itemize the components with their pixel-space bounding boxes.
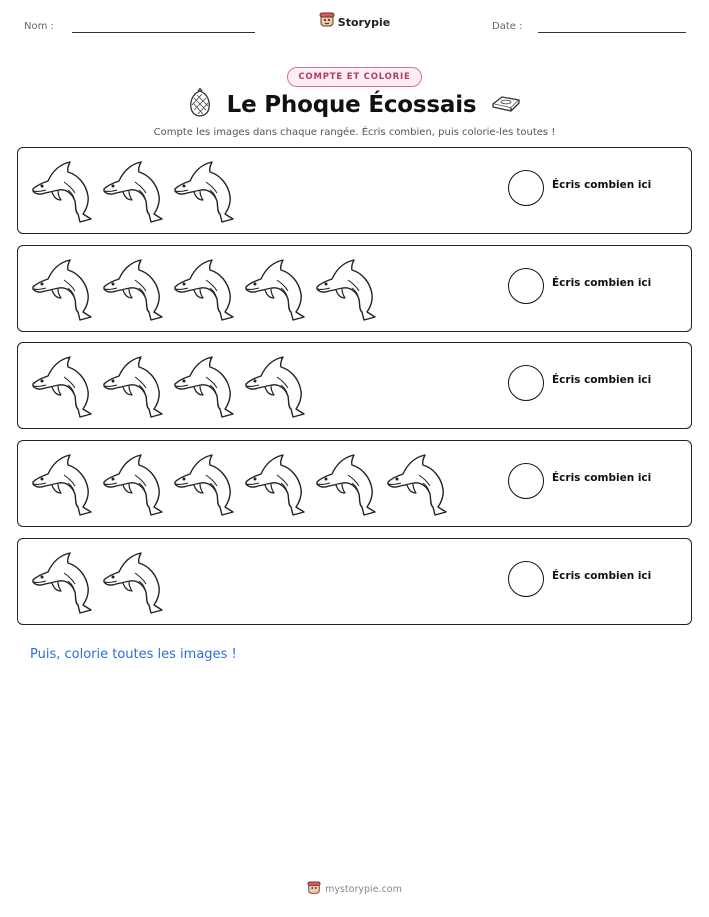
dolphin-icon: [170, 156, 240, 226]
answer-label: Écris combien ici: [552, 472, 652, 484]
answer-label: Écris combien ici: [552, 179, 652, 191]
dolphin-icon: [99, 254, 169, 324]
count-row-5: [17, 538, 692, 625]
dolphin-icon: [99, 351, 169, 421]
storypie-mascot-icon: [307, 880, 321, 899]
dolphin-icon: [241, 351, 311, 421]
count-row-2: [17, 245, 692, 332]
storypie-mascot-icon: [319, 12, 335, 32]
page-title: Le Phoque Écossais: [226, 92, 477, 118]
date-line[interactable]: [538, 32, 686, 33]
answer-circle[interactable]: [508, 268, 544, 304]
answer-label: Écris combien ici: [552, 277, 652, 289]
name-label: Nom :: [24, 21, 54, 32]
date-label: Date :: [492, 21, 523, 32]
dolphin-icon: [170, 254, 240, 324]
answer-label: Écris combien ici: [552, 374, 652, 386]
haggis-icon: [187, 88, 213, 122]
worksheet-type-badge: COMPTE ET COLORIE: [287, 67, 422, 87]
footer-url: mystorypie.com: [325, 884, 402, 895]
brand: [0, 12, 709, 32]
name-line[interactable]: [72, 32, 255, 33]
count-row-4: [17, 440, 692, 527]
dolphin-icon: [28, 547, 98, 617]
dolphin-icon: [312, 449, 382, 519]
footer: [0, 880, 709, 899]
dolphin-icon: [99, 547, 169, 617]
brand-name: Storypie: [337, 15, 391, 29]
answer-label: Écris combien ici: [552, 570, 652, 582]
answer-circle[interactable]: [508, 170, 544, 206]
dolphin-icon: [28, 156, 98, 226]
subtitle: Compte les images dans chaque rangée. Écris combien, puis colorie-les toutes !: [153, 127, 556, 138]
answer-circle[interactable]: [508, 463, 544, 499]
answer-circle[interactable]: [508, 365, 544, 401]
dolphin-icon: [170, 449, 240, 519]
dolphin-icon: [170, 351, 240, 421]
dolphin-icon: [241, 449, 311, 519]
dolphin-icon: [28, 254, 98, 324]
title-row: [0, 88, 709, 122]
dolphin-icon: [312, 254, 382, 324]
dolphin-icon: [99, 449, 169, 519]
count-row-1: [17, 147, 692, 234]
dolphin-icon: [28, 351, 98, 421]
coloring-instruction: Puis, colorie toutes les images !: [30, 647, 237, 662]
dolphin-icon: [28, 449, 98, 519]
soap-bar-icon: [490, 92, 522, 118]
count-row-3: [17, 342, 692, 429]
dolphin-icon: [99, 156, 169, 226]
dolphin-icon: [241, 254, 311, 324]
answer-circle[interactable]: [508, 561, 544, 597]
dolphin-icon: [383, 449, 453, 519]
